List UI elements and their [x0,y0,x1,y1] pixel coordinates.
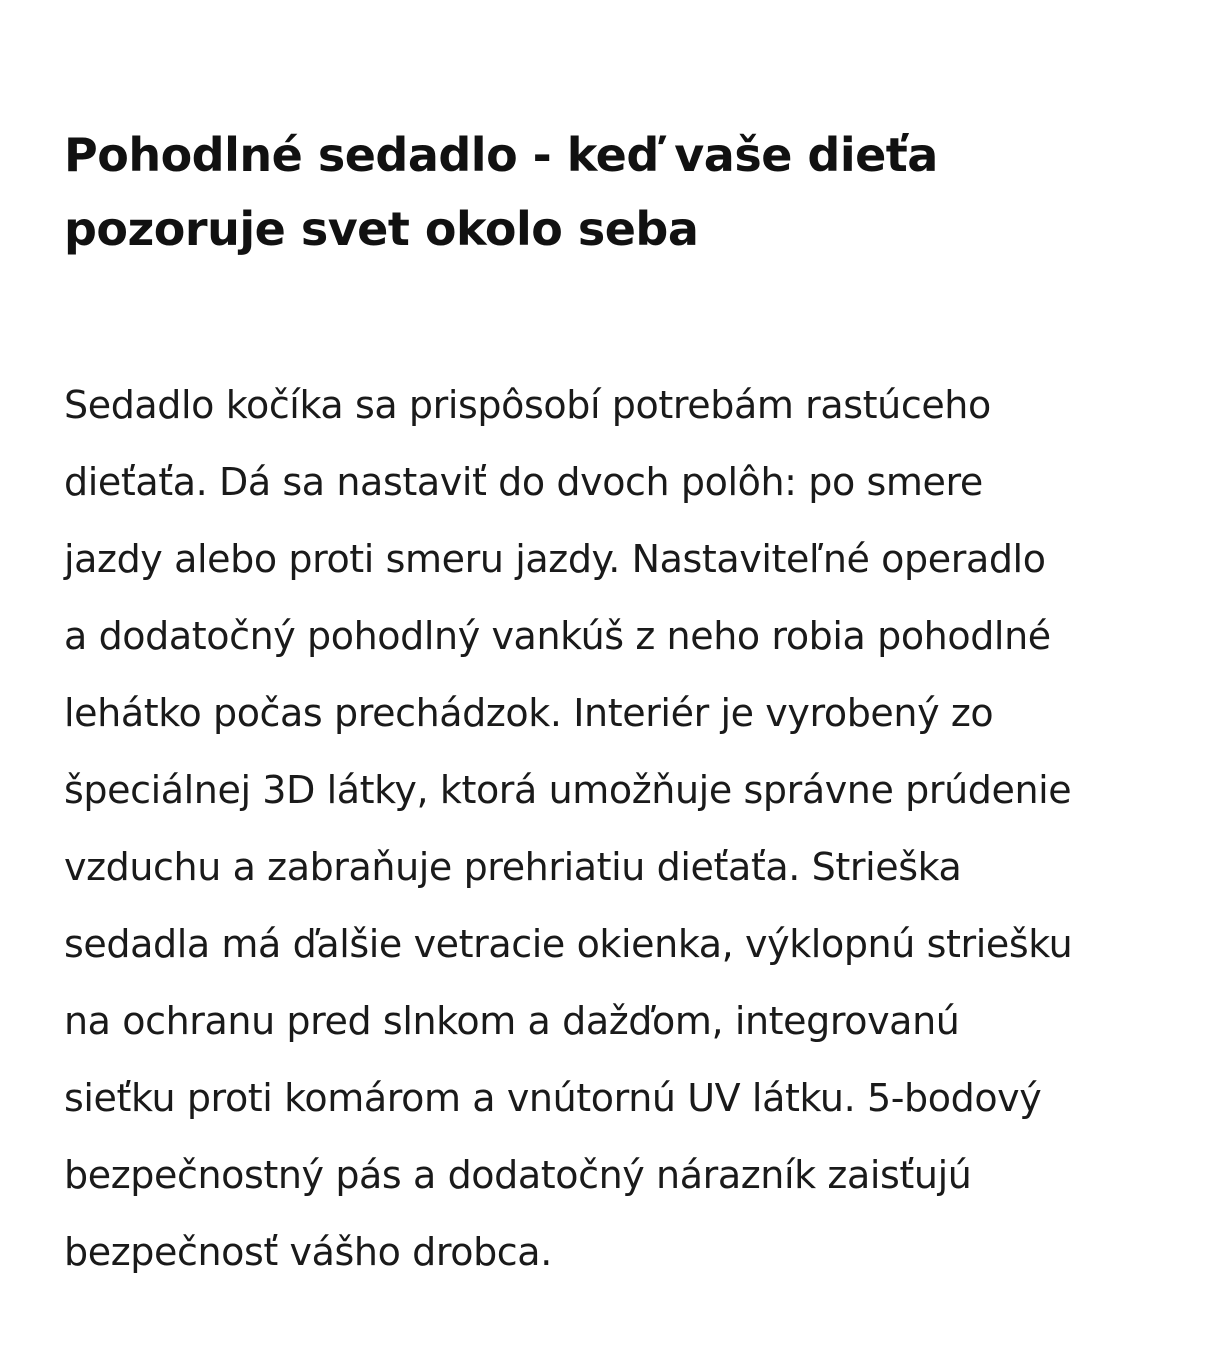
body-line: jazdy alebo proti smeru jazdy. Nastaviteľné operadlo [64,537,1046,581]
article-body [64,367,1164,1291]
body-line: sieťku proti komárom a vnútornú UV látku. 5-bodový [64,1076,1042,1120]
article-title-line: Pohodlné sedadlo - keď vaše dieťa [64,128,938,182]
body-line: špeciálnej 3D látky, ktorá umožňuje správne prúdenie [64,768,1072,812]
body-line: sedadla má ďalšie vetracie okienka, výklopnú striešku [64,922,1073,966]
body-line: bezpečnosť vášho drobca. [64,1230,552,1274]
body-line: vzduchu a zabraňuje prehriatiu dieťaťa. Strieška [64,845,962,889]
body-line: na ochranu pred slnkom a dažďom, integrovanú [64,999,960,1043]
article-title [64,118,1164,266]
body-line: a dodatočný pohodlný vankúš z neho robia pohodlné [64,614,1051,658]
body-line: dieťaťa. Dá sa nastaviť do dvoch polôh: po smere [64,460,983,504]
article-title-line: pozoruje svet okolo seba [64,202,699,256]
body-line: Sedadlo kočíka sa prispôsobí potrebám rastúceho [64,383,991,427]
body-line: lehátko počas prechádzok. Interiér je vyrobený zo [64,691,994,735]
body-line: bezpečnostný pás a dodatočný nárazník zaisťujú [64,1153,972,1197]
article [64,118,1164,1291]
